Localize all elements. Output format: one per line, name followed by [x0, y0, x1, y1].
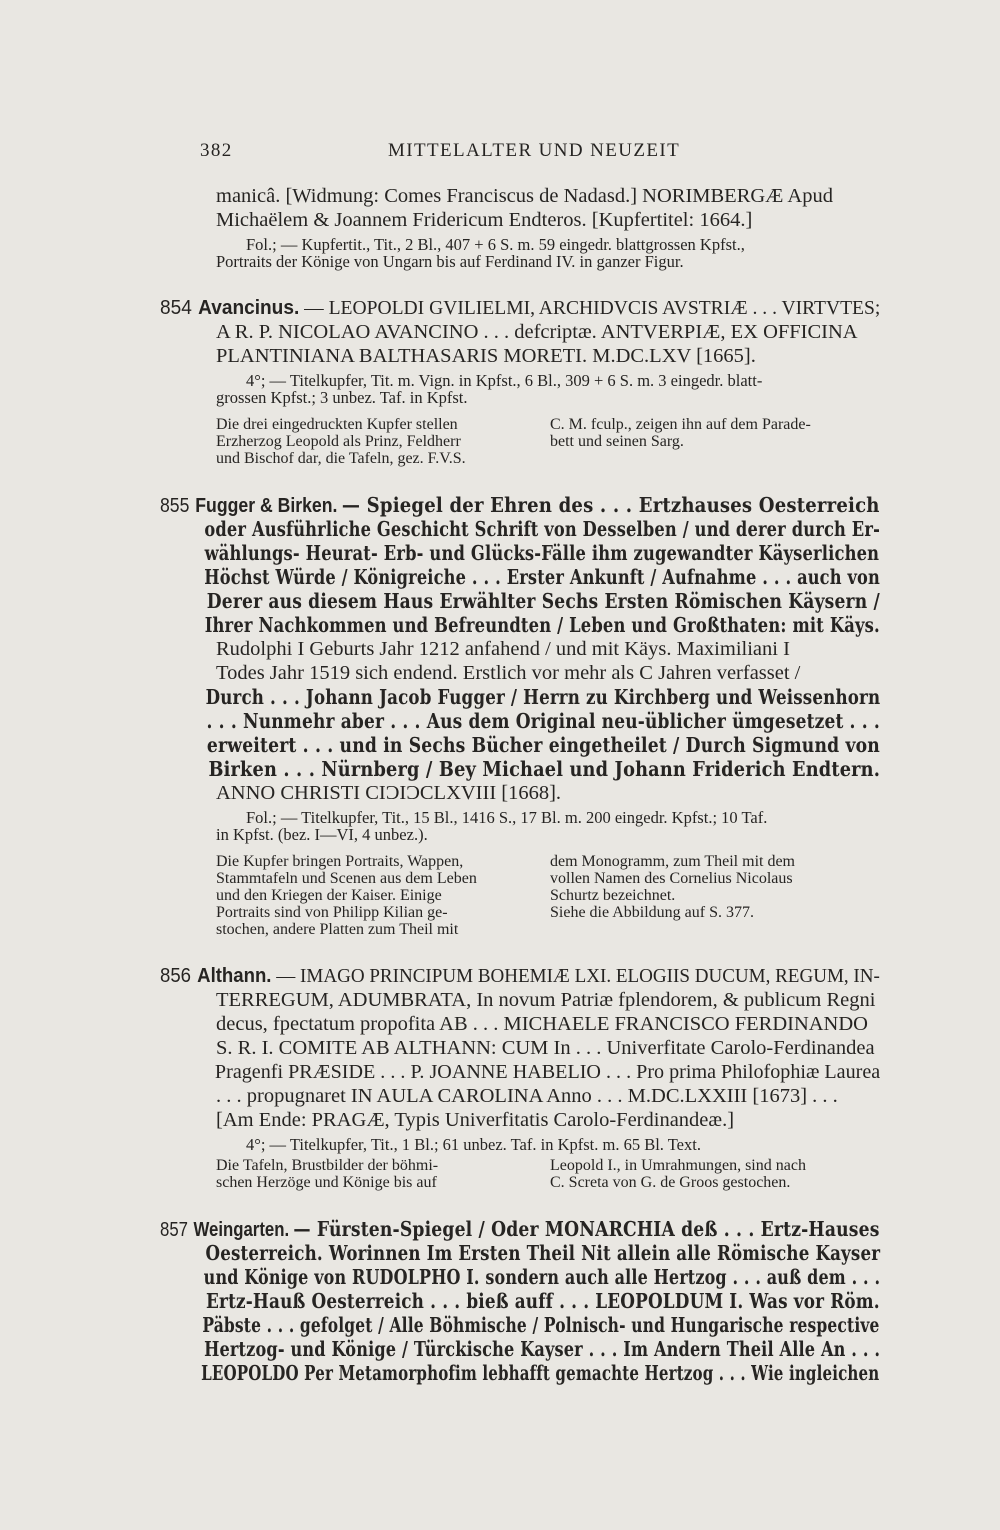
collation-line: 4°; — Titelkupfer, Tit. m. Vign. in Kpfst., 6 Bl., 309 + 6 S. m. 3 eingedr. blatt- — [246, 371, 763, 390]
collation-line: 4°; — Titelkupfer, Tit., 1 Bl.; 61 unbez. Taf. in Kpfst. m. 65 Bl. Text. — [246, 1135, 701, 1154]
text-line: Pragenfi PRÆSIDE . . . P. JOANNE HABELIO . . . Pro prima Philofophiæ Laurea — [214, 1061, 881, 1083]
text-line: Ertz-Hauß Oesterreich . . . bieß auff . . . LEOPOLDUM I. Was vor Röm. — [206, 1289, 880, 1313]
text-line: Birken . . . Nürnberg / Bey Michael und Johann Friderich Endtern. — [208, 757, 881, 781]
entry-heading: Weingarten. — [193, 1219, 290, 1241]
note-line: Leopold I., in Umrahmungen, sind nach — [550, 1157, 806, 1174]
collation-line: Portraits der Könige von Ungarn bis auf Ferdinand IV. in ganzer Figur. — [216, 252, 684, 271]
text-line: — LEOPOLDI GVILIELMI, ARCHIDVCIS AVSTRIÆ . . . VIRTVTES; — [304, 297, 881, 319]
collation-line: Fol.; — Titelkupfer, Tit., 15 Bl., 1416 S., 17 Bl. m. 200 eingedr. Kpfst.; 10 Taf. — [246, 808, 768, 827]
text-line: A R. P. NICOLAO AVANCINO . . . defcriptæ. ANTVERPIÆ, EX OFFICINA — [216, 321, 858, 343]
annotation-columns — [216, 853, 880, 938]
collation-line: in Kpfst. (bez. I—VI, 4 unbez.). — [216, 825, 428, 844]
running-head — [200, 140, 880, 170]
note-line: Erzherzog Leopold als Prinz, Feldherr — [216, 433, 461, 450]
note-line: Die drei eingedruckten Kupfer stellen — [216, 416, 458, 433]
annotation-left — [216, 853, 516, 938]
annotation-right — [550, 416, 880, 467]
note-line: und Bischof dar, die Tafeln, gez. F.V.S. — [216, 450, 466, 467]
text-line: erweitert . . . und in Sechs Bücher eingetheilet / Durch Sigmund von — [206, 733, 880, 757]
entry-855 — [160, 493, 880, 938]
note-line: Die Tafeln, Brustbilder der böhmi- — [216, 1157, 439, 1174]
page-content — [160, 184, 880, 1385]
text-line: . . . Nunmehr aber . . . Aus dem Original neu-üblicher ümgesetzet . . . — [206, 709, 881, 733]
text-line: Rudolphi I Geburts Jahr 1212 anfahend / und mit Käys. Maximiliani I — [216, 638, 790, 660]
note-line: vollen Namen des Cornelius Nicolaus — [550, 870, 793, 887]
text-line: — IMAGO PRINCIPUM BOHEMIÆ LXI. ELOGIIS DUCUM, REGUM, IN- — [276, 965, 880, 987]
entry-heading: Fugger & Birken. — [195, 495, 338, 517]
text-line: und Könige von RUDOLPHO I. sondern auch alle Hertzog . . . auß dem . . . — [203, 1265, 881, 1289]
note-line: stochen, andere Platten zum Theil mit — [216, 921, 459, 938]
collation-line: Fol.; — Kupfertit., Tit., 2 Bl., 407 + 6 S. m. 59 eingedr. blattgrossen Kpfst., — [246, 235, 745, 254]
note-line: und den Kriegen der Kaiser. Einige — [216, 887, 442, 904]
text-line: Michaëlem & Joannem Fridericum Endteros. [Kupfertitel: 1664.] — [216, 209, 753, 231]
entry-number: 856 — [160, 965, 192, 987]
note-line: bett und seinen Sarg. — [550, 433, 684, 450]
note-line: Portraits sind von Philipp Kilian ge- — [216, 904, 448, 921]
entry-heading: Althann. — [197, 965, 272, 987]
entry-857 — [160, 1217, 880, 1385]
text-line: . . . propugnaret IN AULA CAROLINA Anno . . . M.DC.LXXIII [1673] . . . — [216, 1085, 838, 1107]
text-line: wählungs- Heurat- Erb- und Glücks-Fälle ihm zugewandter Käyserlichen — [204, 541, 880, 565]
text-line: decus, fpectatum propofita AB . . . MICHAELE FRANCISCO FERDINANDO — [216, 1013, 868, 1035]
text-line: Derer aus diesem Haus Erwählter Sechs Ersten Römischen Käysern / — [206, 589, 880, 613]
annotation-left — [216, 416, 516, 467]
text-line: TERREGUM, ADUMBRATA, In novum Patriæ fplendorem, & publicum Regni — [216, 989, 876, 1011]
annotation-right — [550, 1157, 880, 1191]
entry-heading: Avancinus. — [198, 297, 300, 319]
text-line: ANNO CHRISTI CIƆIƆCLXVIII [1668]. — [216, 782, 562, 804]
text-line: Päbste . . . gefolget / Alle Böhmische / Polnisch- und Hungarische respective — [202, 1313, 880, 1337]
text-line: oder Ausführliche Geschicht Schrift von Desselben / und derer durch Er- — [204, 517, 880, 541]
annotation-columns — [216, 1157, 880, 1191]
collation-line: grossen Kpfst.; 3 unbez. Taf. in Kpfst. — [216, 388, 468, 407]
text-line: manicâ. [Widmung: Comes Franciscus de Nadasd.] NORIMBERGÆ Apud — [216, 185, 833, 207]
text-line: S. R. I. COMITE AB ALTHANN: CUM In . . . Univerfitate Carolo-Ferdinandea — [216, 1037, 875, 1059]
continuation-block — [160, 184, 880, 270]
text-line: Oesterreich. Worinnen Im Ersten Theil Nit allein alle Römische Kayser — [205, 1241, 881, 1265]
text-line: — Fürsten-Spiegel / Oder MONARCHIA deß . . . Ertz-Hauses — [293, 1217, 880, 1241]
note-line: schen Herzöge und Könige bis auf — [216, 1174, 437, 1191]
annotation-right — [550, 853, 880, 938]
note-line: C. Screta von G. de Groos gestochen. — [550, 1174, 791, 1191]
text-line: LEOPOLDO Per Metamorphofim lebhafft gemachte Hertzog . . . Wie ingleichen — [201, 1361, 880, 1385]
annotation-left — [216, 1157, 516, 1191]
note-line: C. M. fculp., zeigen ihn auf dem Parade- — [550, 416, 811, 433]
entry-number: 855 — [160, 495, 190, 517]
entry-856 — [160, 964, 880, 1191]
text-line: Todes Jahr 1519 sich endend. Erstlich vor mehr als C Jahren verfasset / — [216, 662, 801, 684]
note-line: dem Monogramm, zum Theil mit dem — [550, 853, 795, 870]
text-line: [Am Ende: PRAGÆ, Typis Univerfitatis Carolo-Ferdinandeæ.] — [216, 1109, 735, 1131]
entry-number: 857 — [160, 1219, 188, 1241]
text-line: Hertzog- und Könige / Türckische Kayser . . . Im Andern Theil Alle An . . . — [204, 1337, 881, 1361]
text-line: PLANTINIANA BALTHASARIS MORETI. M.DC.LXV [1665]. — [216, 345, 756, 367]
text-line: Ihrer Nachkommen und Befreundten / Leben und Großthaten: mit Käys. — [204, 613, 880, 637]
text-line: Durch . . . Johann Jacob Fugger / Herrn zu Kirchberg und Weissenhorn — [205, 685, 881, 709]
header-title: MITTELALTER UND NEUZEIT — [388, 140, 681, 161]
page-number: 382 — [200, 140, 233, 161]
note-line: Stammtafeln und Scenen aus dem Leben — [216, 870, 477, 887]
entry-number: 854 — [160, 297, 192, 319]
note-line: Schurtz bezeichnet. — [550, 887, 676, 904]
note-line: Siehe die Abbildung auf S. 377. — [550, 904, 754, 921]
entry-854 — [160, 296, 880, 467]
text-line: Höchst Würde / Königreiche . . . Erster Ankunft / Aufnahme . . . auch von — [204, 565, 880, 589]
note-line: Die Kupfer bringen Portraits, Wappen, — [216, 853, 464, 870]
annotation-columns — [216, 416, 880, 467]
text-line: — Spiegel der Ehren des . . . Ertzhauses Oesterreich — [341, 493, 880, 517]
